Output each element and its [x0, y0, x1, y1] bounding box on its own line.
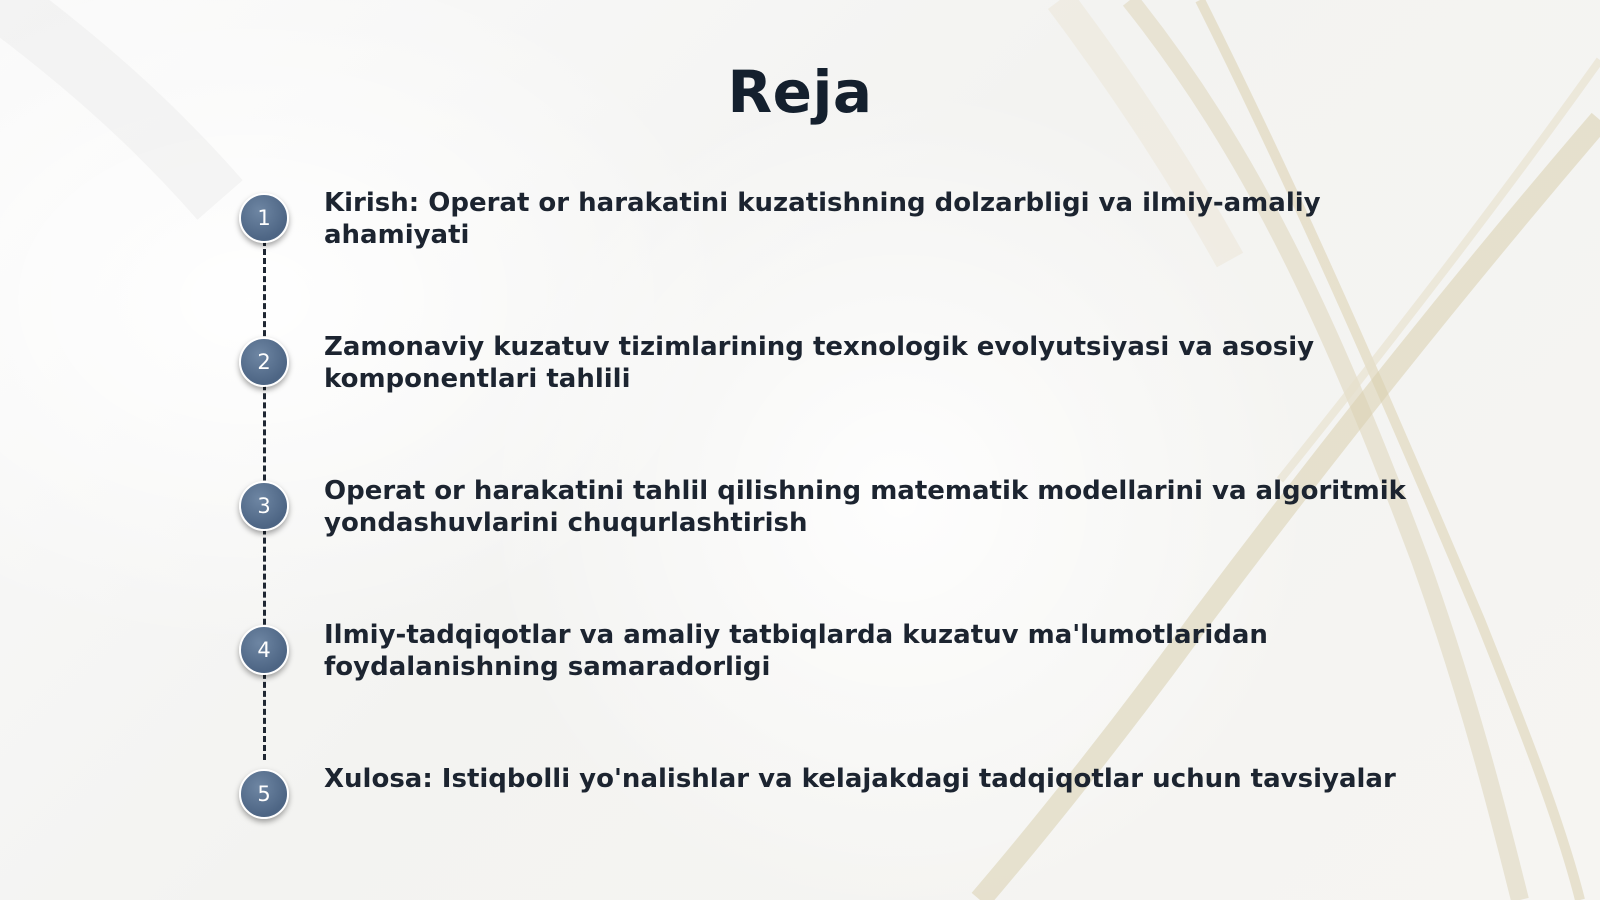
- plan-item-text: Operat or harakatini tahlil qilishning matematik modellarini va algoritmik yondashuvlarini chuqurlashtirish: [324, 476, 1406, 538]
- step-number-badge: 1: [239, 193, 289, 243]
- step-number-badge: 4: [239, 625, 289, 675]
- step-number-badge: 2: [239, 337, 289, 387]
- plan-item-text: Xulosa: Istiqbolli yo'nalishlar va kelajakdagi tadqiqotlar uchun tavsiyalar: [324, 764, 1396, 794]
- step-number-badge: 5: [239, 769, 289, 819]
- step-number-badge: 3: [239, 481, 289, 531]
- plan-item-text: Ilmiy-tadqiqotlar va amaliy tatbiqlarda kuzatuv ma'lumotlaridan foydalanishning samaradorligi: [324, 620, 1268, 682]
- plan-item-text: Kirish: Operat or harakatini kuzatishning dolzarbligi va ilmiy-amaliy ahamiyati: [324, 188, 1321, 250]
- plan-item-text: Zamonaviy kuzatuv tizimlarining texnologik evolyutsiyasi va asosiy komponentlari tahlili: [324, 332, 1315, 394]
- slide-title: Reja: [727, 58, 873, 126]
